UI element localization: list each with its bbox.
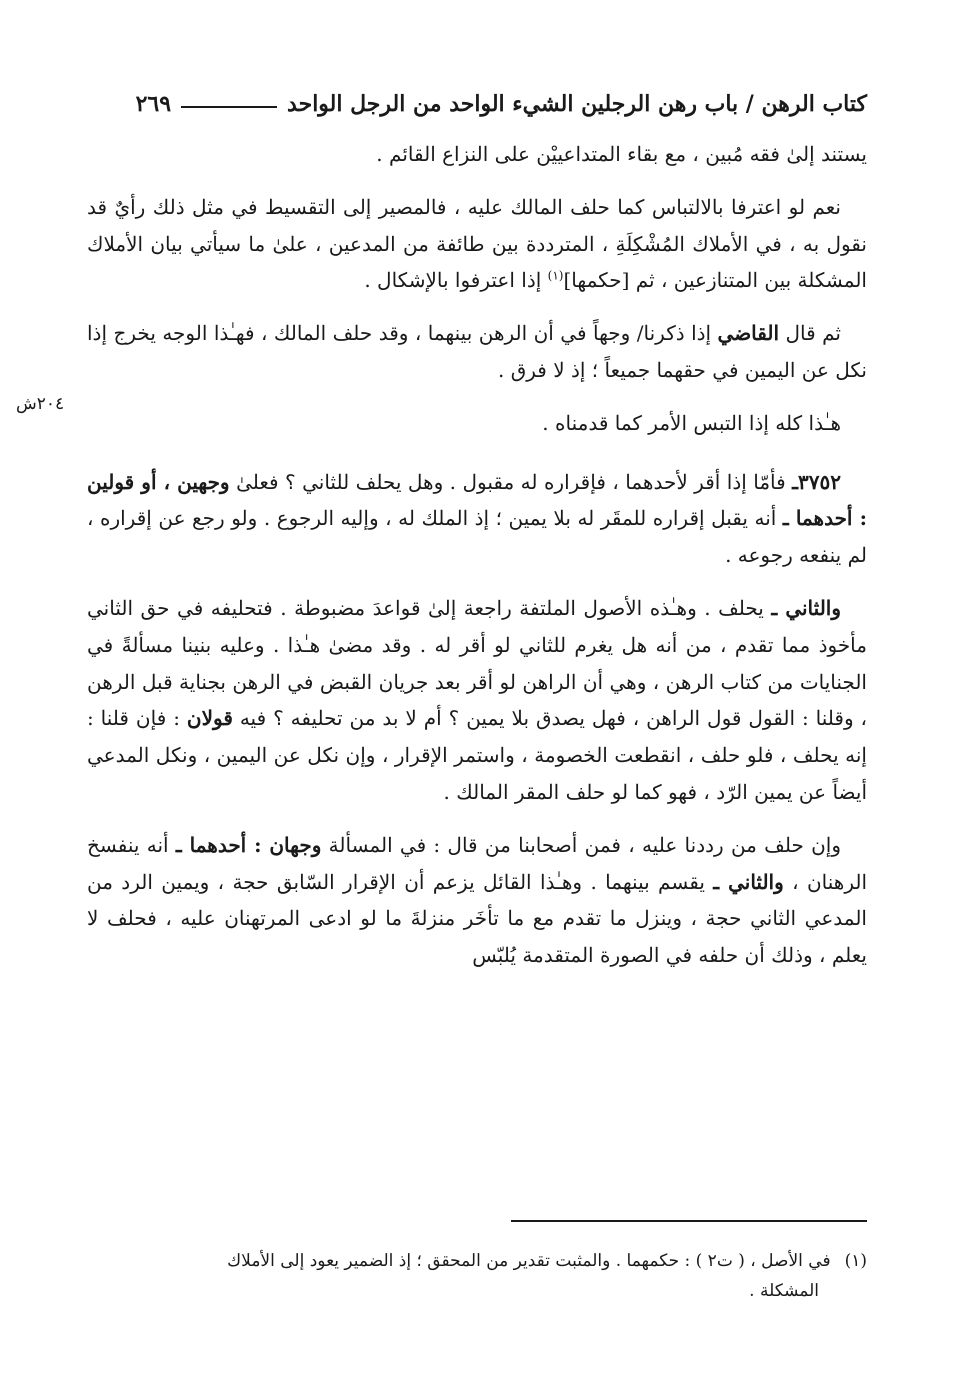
header-rule <box>181 106 277 108</box>
bold-term: وجهين ، أو قولين : أحدهما ـ <box>87 469 867 531</box>
header-title: كتاب الرهن / باب رهن الرجلين الشيء الواحد من الرجل الواحد <box>287 91 867 117</box>
footnote-separator <box>511 1220 867 1222</box>
text-run: أنه يقبل إقراره للمقَر له بلا يمين ؛ إذ الملك له ، وإليه الرجوع . ولو رجع عن إقراره ، لم ينفعه رجوعه . <box>87 506 867 568</box>
text-run: فأمّا إذا أقر لأحدهما ، فإقراره له مقبول . وهل يحلف للثاني ؟ فعلىٰ <box>229 469 793 494</box>
text-run: إذا اعترفوا بالإشكال . <box>364 268 548 293</box>
numbered-paragraph <box>87 464 867 574</box>
paragraph <box>87 405 867 442</box>
text-run: يقسم بينهما . وهـٰذا القائل يزعم أن الإقرار السّابق حجة ، ويمين الرد من المدعي الثاني حجة ، وينزل ما تقدم مع ما تأخَر منزلةَ ما لو ادعى المرتهنان عليه ، فحلف لا يعلم ، وذلك أن حلفه في الصورة المتقدمة يُلبّس <box>87 869 867 968</box>
text-run: أنه ينفسخ الرهنان ، <box>87 832 868 894</box>
paragraph <box>87 189 867 299</box>
bold-term: قولان <box>186 706 233 731</box>
text-run: يستند إلىٰ فقه مُبين ، مع بقاء المتداعييْن على النزاع القائم . <box>376 142 867 166</box>
bold-term: وجهان : أحدهما ـ <box>175 832 322 857</box>
section-number: ٣٧٥٢ـ <box>792 469 841 494</box>
footnote <box>87 1246 867 1306</box>
page-number: ٢٦٩ <box>135 91 172 117</box>
paragraph <box>87 315 867 389</box>
text-run: إذا ذكرنا/ وجهاً في أن الرهن بينهما ، وقد حلف المالك ، فهـٰذا الوجه يخرج إذا نكل عن اليمين في حقهما جميعاً ؛ إذ لا فرق . <box>87 321 867 382</box>
running-header <box>87 86 867 122</box>
text-run: : فإن قلنا : إنه يحلف ، فلو حلف ، انقطعت الخصومة ، واستمر الإقرار ، وإن نكل عن اليمين ، ونكل المدعي أيضاً عن يمين الرّد ، فهو كما لو حلف المقر المالك . <box>87 706 867 804</box>
text-run: ثم قال <box>779 321 841 346</box>
bold-term: القاضي <box>717 321 780 346</box>
main-text <box>87 136 867 974</box>
footnote-text-continuation: المشكلة . <box>749 1281 819 1301</box>
paragraph <box>87 590 867 811</box>
bold-term: والثاني ـ <box>771 595 841 620</box>
text-run: نعم لو اعترفا بالالتباس كما حلف المالك عليه ، فالمصير إلى التقسيط في مثل ذلك رأيٌ قد نقول به ، في الأملاك المُشْكِلَةِ ، المترددة بين طائفة من المدعين ، علىٰ ما سيأتي بيان الأملاك المشكلة بين المتنازعين ، ثم [حكمها] <box>87 194 867 293</box>
paragraph-continuation <box>87 136 867 173</box>
text-run: يحلف . وهـٰذه الأصول الملتفة راجعة إلىٰ قواعدَ مضبوطة . فتحليفه في حق الثاني مأخوذ مما تقدم ، من أنه هل يغرم للثاني لو أقر له . وقد مضىٰ هـٰذا . وعليه بنينا مسألةً في الجنايات من كتاب الرهن ، وهي أن الراهن لو أقر بعد جريان القبض في الرهن بجناية قبل الرهن ، وقلنا : القول قول الراهن ، فهل يصدق بلا يمين ؟ أم لا بد من تحليفه ؟ فيه <box>87 595 867 731</box>
footnote-text: في الأصل ، ( ت٢ ) : حكمهما . والمثبت تقدير من المحقق ؛ إذ الضمير يعود إلى الأملاك <box>227 1251 831 1271</box>
text-run: هـٰذا كله إذا التبس الأمر كما قدمناه . <box>542 410 841 435</box>
bold-term: والثاني ـ <box>713 869 784 894</box>
paragraph <box>87 827 867 974</box>
footnote-number: (١) <box>844 1251 867 1271</box>
footnote-reference[interactable]: (١) <box>547 268 564 283</box>
margin-folio-note: ٢٠٤ش <box>16 394 65 414</box>
text-run: وإن حلف من رددنا عليه ، فمن أصحابنا من قال : في المسألة <box>321 832 842 857</box>
